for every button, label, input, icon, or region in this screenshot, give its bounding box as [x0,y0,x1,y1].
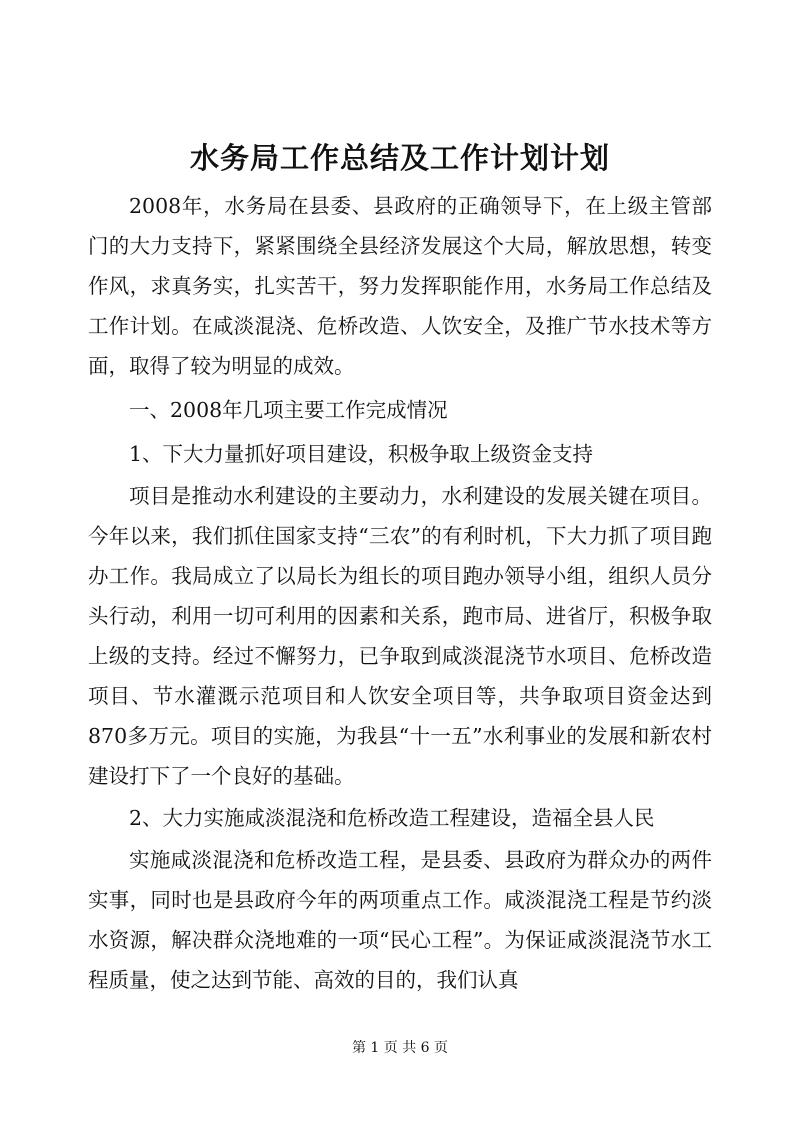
section-heading: 一、2008年几项主要工作完成情况 [129,398,448,422]
subsection-heading-1: 1、下大力量抓好项目建设，积极争取上级资金支持 [129,442,594,466]
page-footer: 第 1 页 共 6 页 [351,1040,449,1056]
paragraph-projects: 项目是推动水利建设的主要动力，水利建设的发展关键在项目。今年以来，我们抓住国家支持“三农”的有利时机，下大力抓了项目跑办工作。我局成立了以局长为组长的项目跑办领导小组，组织人员分头行动，利用一切可利用的因素和关系，跑市局、进省厅，积极争取上级的支持。经过不懈努力，已争取到咸淡混浇节水项目、危桥改造项目、节水灌溉示范项目和人饮安全项目等，共争取项目资金达到870多万元。项目的实施，为我县“十一五”水利事业的发展和新农村建设打下了一个良好的基础。 [88,484,712,788]
paragraph-intro: 2008年，水务局在县委、县政府的正确领导下，在上级主管部门的大力支持下，紧紧围绕全县经济发展这个大局，解放思想，转变作风，求真务实，扎实苦干，努力发挥职能作用，水务局工作总结及工作计划。在咸淡混浇、危桥改造、人饮安全，及推广节水技术等方面，取得了较为明显的成效。 [88,194,712,378]
paragraph-irrigation: 实施咸淡混浇和危桥改造工程，是县委、县政府为群众办的两件实事，同时也是县政府今年的两项重点工作。咸淡混浇工程是节约淡水资源，解决群众浇地难的一项“民心工程”。为保证咸淡混浇节水工程质量，使之达到节能、高效的目的，我们认真 [88,848,712,992]
subsection-heading-2: 2、大力实施咸淡混浇和危桥改造工程建设，造福全县人民 [129,806,655,830]
document-title: 水务局工作总结及工作计划计划 [189,141,610,175]
